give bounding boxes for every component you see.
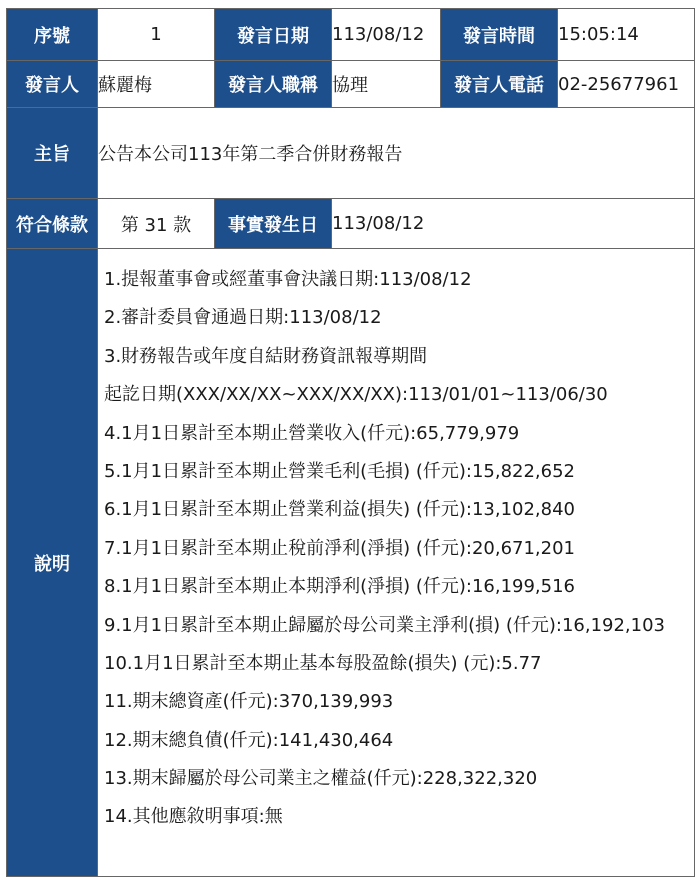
description-line: 11.期末總資產(仟元):370,139,993 (104, 691, 394, 713)
row-speaker (7, 61, 695, 108)
fact-date-label: 事實發生日 (215, 199, 332, 249)
description-line: 14.其他應敘明事項:無 (104, 806, 283, 828)
description-line: 2.審計委員會通過日期:113/08/12 (104, 307, 382, 329)
row-sequence (7, 9, 695, 61)
description-line: 13.期末歸屬於母公司業主之權益(仟元):228,322,320 (104, 768, 538, 790)
description-line: 起訖日期(XXX/XX/XX~XXX/XX/XX):113/01/01~113/06/30 (104, 384, 608, 406)
fact-date-value: 113/08/12 (332, 199, 695, 249)
speaker-title-label: 發言人職稱 (215, 61, 332, 108)
speaker-title-value: 協理 (332, 61, 441, 108)
seq-value: 1 (98, 9, 215, 61)
description-body (98, 249, 695, 877)
row-clause (7, 199, 695, 249)
clause-value: 第 31 款 (98, 199, 215, 249)
description-line: 10.1月1日累計至本期止基本每股盈餘(損失) (元):5.77 (104, 652, 542, 674)
subject-label: 主旨 (7, 108, 98, 199)
seq-label: 序號 (7, 9, 98, 61)
speaker-value: 蘇麗梅 (98, 61, 215, 108)
description-line: 7.1月1日累計至本期止稅前淨利(淨損) (仟元):20,671,201 (104, 537, 576, 559)
row-description (7, 249, 695, 877)
speech-time-label: 發言時間 (441, 9, 558, 61)
clause-label: 符合條款 (7, 199, 98, 249)
speech-time-value: 15:05:14 (558, 9, 695, 61)
description-line: 4.1月1日累計至本期止營業收入(仟元):65,779,979 (104, 422, 520, 444)
description-line: 8.1月1日累計至本期止本期淨利(淨損) (仟元):16,199,516 (104, 576, 576, 598)
description-line: 9.1月1日累計至本期止歸屬於母公司業主淨利(損) (仟元):16,192,103 (104, 614, 666, 636)
speaker-label: 發言人 (7, 61, 98, 108)
description-label: 說明 (7, 249, 98, 877)
description-line: 12.期末總負債(仟元):141,430,464 (104, 729, 394, 751)
speaker-phone-value: 02-25677961 (558, 61, 695, 108)
subject-value: 公告本公司113年第二季合併財務報告 (98, 108, 695, 199)
description-line: 5.1月1日累計至本期止營業毛利(毛損) (仟元):15,822,652 (104, 460, 576, 482)
speech-date-value: 113/08/12 (332, 9, 441, 61)
description-line: 6.1月1日累計至本期止營業利益(損失) (仟元):13,102,840 (104, 499, 576, 521)
description-line: 3.財務報告或年度自結財務資訊報導期間 (104, 345, 428, 367)
row-subject (7, 108, 695, 199)
speech-date-label: 發言日期 (215, 9, 332, 61)
announcement-table (6, 8, 695, 877)
description-line: 1.提報董事會或經董事會決議日期:113/08/12 (104, 269, 472, 290)
speaker-phone-label: 發言人電話 (441, 61, 558, 108)
